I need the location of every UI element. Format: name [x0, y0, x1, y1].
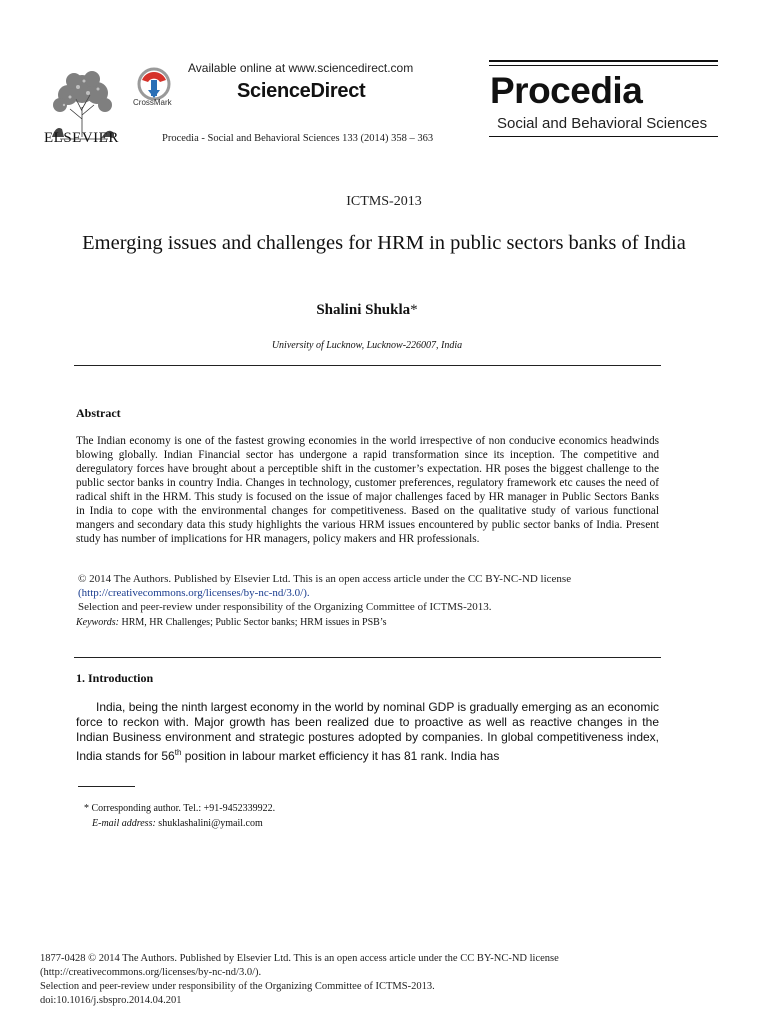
- affiliation: University of Lucknow, Lucknow-226007, India: [271, 340, 463, 351]
- crossmark-label: CrossMark: [133, 98, 172, 107]
- author-block: [0, 302, 734, 319]
- procedia-title: Procedia: [490, 70, 643, 111]
- corresponding-author: * Corresponding author. Tel.: +91-9452339922.: [84, 803, 276, 814]
- keywords: [76, 617, 386, 628]
- email-label: E-mail address:: [92, 818, 156, 829]
- author-mark: *: [410, 302, 418, 318]
- paper-title: Emerging issues and challenges for HRM in public sectors banks of India: [82, 232, 686, 254]
- available-online-text: Available online at www.sciencedirect.com: [188, 61, 414, 75]
- intro-text-part2: position in labour market efficiency it has 81 rank. India has: [181, 749, 500, 763]
- sciencedirect-wordmark: ScienceDirect: [237, 80, 366, 102]
- introduction-heading: 1. Introduction: [76, 671, 154, 685]
- bottom-copyright: [40, 952, 730, 1008]
- abstract-body: The Indian economy is one of the fastest growing economies in the world irrespective of non conducive economics headwinds blowing globally. Indian Financial sector has undergone a rapid transformation since its inception. The competitive and deregulatory forces have brought about a perceptible shift in the customer’s expectation. HR poses the biggest challenge to the public sector banks in country India. Changes in technology, customer preferences, regulatory framework etc causes the need of radical shift in the HRM. This study is focused on the issue of major challenges faced by HR manager in Public Sectors Banks in India to cope with the environmental changes for competitiveness. Based on the qualitative study of various functional mangers and secondary data this study highlights the various HRM issues encountered by public sector banks of India. Present study has number of implications for HR managers, policy makers and HR professionals.: [76, 435, 659, 545]
- introduction-body: [76, 700, 659, 764]
- masthead-rule-bottom: [489, 136, 718, 137]
- keywords-list: HRM, HR Challenges; Public Sector banks; HRM issues in PSB’s: [121, 617, 387, 628]
- conference-name: ICTMS-2013: [346, 194, 422, 209]
- divider-middle: [74, 657, 661, 658]
- issn-line: 1877-0428 © 2014 The Authors. Published by Elsevier Ltd. This is an open access article under the CC BY-NC-ND license: [40, 953, 559, 964]
- intro-text-part1: India, being the ninth largest economy in the world by nominal GDP is gradually emerging as an economic force to reckon with. Major growth has been realized due to proactive as well as reactive changes in the Indian Business environment and strategic postures adopted by companies. In global competitiveness index, India stands for 56: [76, 700, 659, 763]
- masthead-rule-top-thin: [489, 65, 718, 66]
- keywords-label: Keywords:: [76, 617, 119, 628]
- abstract-heading: Abstract: [76, 406, 121, 420]
- bottom-license-link[interactable]: (http://creativecommons.org/licenses/by-nc-nd/3.0/).: [40, 967, 262, 978]
- email-address[interactable]: shuklashalini@ymail.com: [158, 818, 263, 829]
- divider-top: [74, 365, 661, 366]
- footnote-rule: [78, 786, 135, 787]
- bottom-peer-review: Selection and peer-review under responsibility of the Organizing Committee of ICTMS-2013.: [40, 981, 435, 992]
- doi-line[interactable]: doi:10.1016/j.sbspro.2014.04.201: [40, 995, 182, 1006]
- journal-citation: Procedia - Social and Behavioral Sciences 133 (2014) 358 – 363: [162, 133, 434, 144]
- elsevier-wordmark: ELSEVIER: [44, 130, 119, 146]
- author-name: Shalini Shukla: [316, 302, 411, 318]
- intro-superscript: th: [174, 748, 182, 757]
- masthead-rule-top: [489, 60, 718, 62]
- email-line: [92, 818, 263, 829]
- procedia-subtitle: Social and Behavioral Sciences: [497, 115, 708, 132]
- license-block: [78, 572, 658, 614]
- license-line: © 2014 The Authors. Published by Elsevier Ltd. This is an open access article under the CC BY-NC-ND license: [78, 573, 572, 585]
- license-link[interactable]: (http://creativecommons.org/licenses/by-nc-nd/3.0/).: [78, 587, 310, 599]
- peer-review-line: Selection and peer-review under responsibility of the Organizing Committee of ICTMS-2013.: [78, 601, 492, 613]
- procedia-masthead: [489, 60, 718, 142]
